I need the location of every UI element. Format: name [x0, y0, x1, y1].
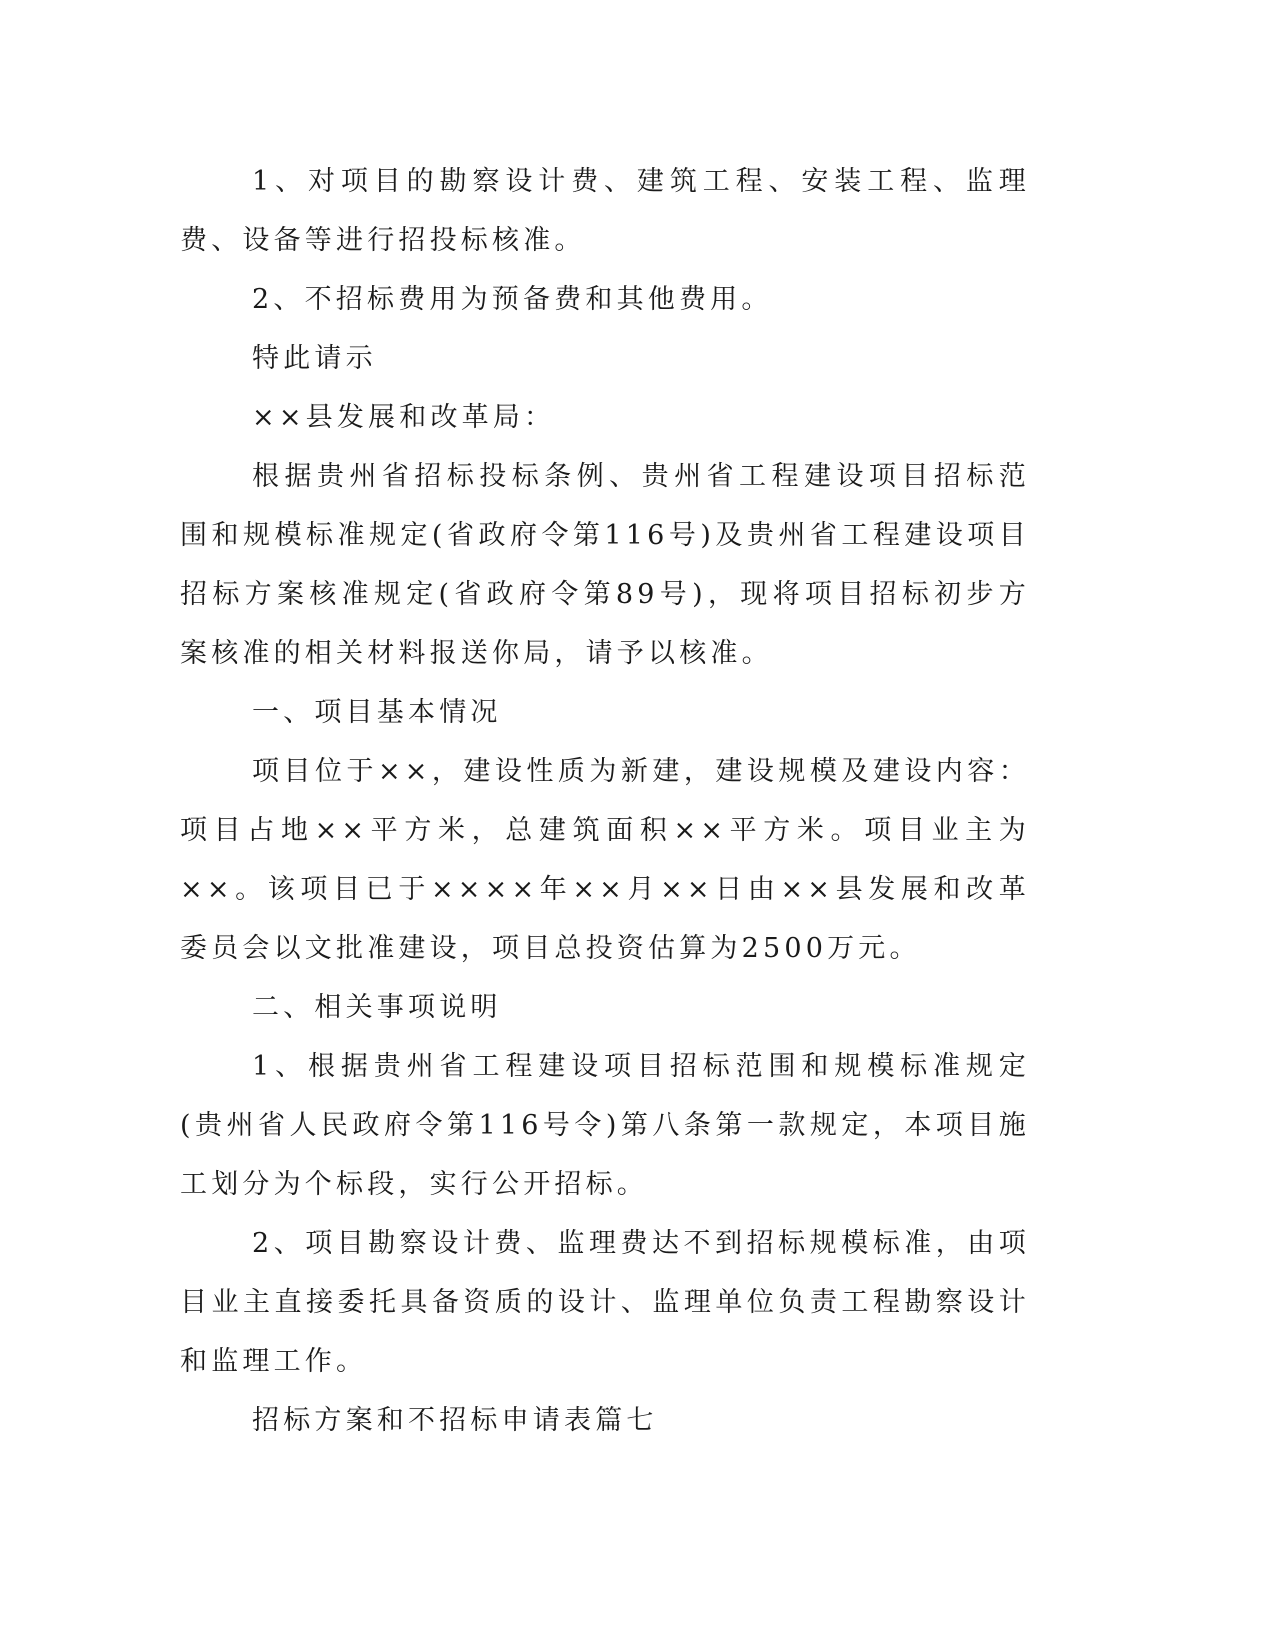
section-heading-related-matters: 二、相关事项说明 [252, 992, 502, 1023]
document-body [180, 152, 1030, 1450]
paragraph-non-bid-costs: 2、不招标费用为预备费和其他费用。 [252, 284, 773, 315]
paragraph-addressee: ××县发展和改革局： [252, 402, 556, 433]
paragraph-legal-basis: 根据贵州省招标投标条例、贵州省工程建设项目招标范围和规模标准规定(省政府令第116号)及贵州省工程建设项目招标方案核准规定(省政府令第89号)，现将项目招标初步方案核准的相关材料报送你局，请予以核准。 [180, 461, 1030, 669]
paragraph-construction-bidding: 1、根据贵州省工程建设项目招标范围和规模标准规定(贵州省人民政府令第116号令)第八条第一款规定，本项目施工划分为个标段，实行公开招标。 [180, 1051, 1030, 1200]
paragraph-direct-commission: 2、项目勘察设计费、监理费达不到招标规模标准，由项目业主直接委托具备资质的设计、监理单位负责工程勘察设计和监理工作。 [180, 1228, 1030, 1377]
paragraph-chapter-title: 招标方案和不招标申请表篇七 [252, 1405, 658, 1436]
paragraph-project-info: 项目位于××，建设性质为新建，建设规模及建设内容：项目占地××平方米，总建筑面积××平方米。项目业主为××。该项目已于××××年××月××日由××县发展和改革委员会以文批准建设，项目总投资估算为2500万元。 [180, 756, 1030, 964]
paragraph-request-closing: 特此请示 [252, 343, 377, 374]
paragraph-bid-approval-items: 1、对项目的勘察设计费、建筑工程、安装工程、监理费、设备等进行招投标核准。 [180, 166, 1030, 256]
section-heading-basic-info: 一、项目基本情况 [252, 697, 502, 728]
